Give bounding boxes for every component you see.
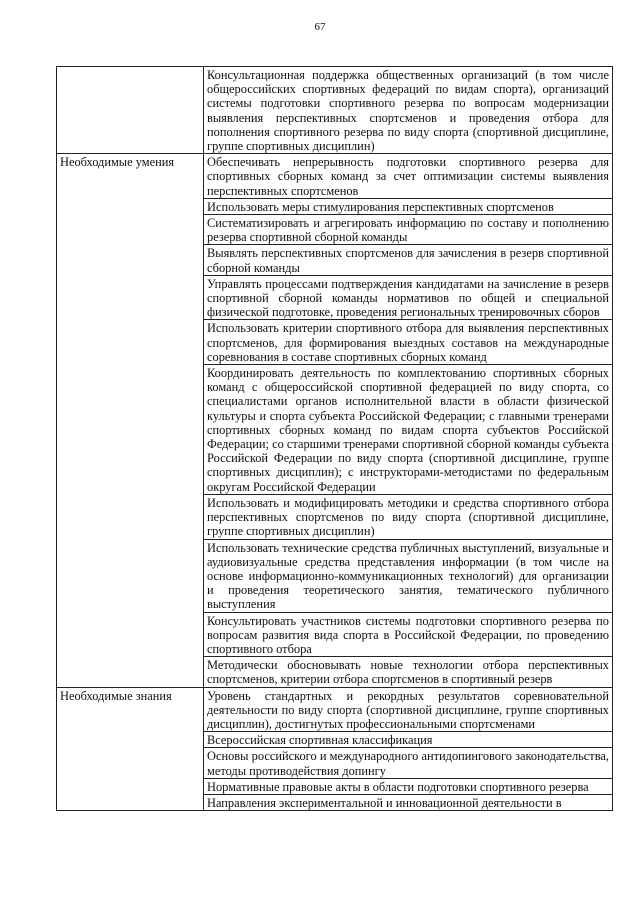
row-text: Консультационная поддержка общественных организаций (в том числе общероссийских спортивных федераций по видам спорта), организаций системы подготовки спортивного резерва по вопросам модернизации выявления перспективных спортсменов и проведения отбора для пополнения спортивного резерва по виду спорта (спортивной дисциплине, группе спортивных дисциплин) <box>204 67 613 154</box>
row-text: Управлять процессами подтверждения кандидатами на зачисление в резерв спортивной сборной команды нормативов по общей и специальной физической подготовке, проведения региональных тренировочных сборов <box>204 275 613 320</box>
row-text: Использовать меры стимулирования перспективных спортсменов <box>204 198 613 214</box>
table-row <box>57 154 613 199</box>
row-text: Использовать критерии спортивного отбора для выявления перспективных спортсменов, для формирования выездных составов на международные соревнования в составе спортивных сборных команд <box>204 320 613 365</box>
table-row <box>57 687 613 732</box>
row-text: Координировать деятельность по комплектованию спортивных сборных команд с общероссийской спортивной федерацией по виду спорта, со специалистами органов исполнительной власти в области физической культуры и спорта субъекта Российской Федерации; с главными тренерами спортивных сборных команд по видам спорта субъектов Российской Федерации; со старшими тренерами спортивной сборной команды субъекта Российской Федерации по виду спорта (спортивной дисциплине, группе спортивных дисциплин); с инструкторами-методистами по федеральным округам Российской Федерации <box>204 365 613 495</box>
section-label-skills: Необходимые умения <box>57 154 204 687</box>
row-text: Всероссийская спортивная классификация <box>204 732 613 748</box>
row-text: Использовать и модифицировать методики и средства спортивного отбора перспективных спортсменов по виду спорта (спортивной дисциплине, группе спортивных дисциплин) <box>204 494 613 539</box>
row-text: Использовать технические средства публичных выступлений, визуальные и аудиовизуальные средства представления информации (в том числе на основе информационно-коммуникационных технологий) для организации и проведения теоретического занятия, тематического публичного выступления <box>204 539 613 612</box>
row-text: Консультировать участников системы подготовки спортивного резерва по вопросам развития вида спорта в Российской Федерации, по проведению спортивного отбора <box>204 612 613 657</box>
row-text: Направления экспериментальной и инновационной деятельности в <box>204 794 613 810</box>
row-text: Выявлять перспективных спортсменов для зачисления в резерв спортивной сборной команды <box>204 245 613 275</box>
row-text: Систематизировать и агрегировать информацию по составу и пополнению резерва спортивной сборной команды <box>204 215 613 245</box>
row-text: Уровень стандартных и рекордных результатов соревновательной деятельности по виду спорта (спортивной дисциплине, группе спортивных дисциплин), достигнутых профессиональными спортсменами <box>204 687 613 732</box>
page-number: 67 <box>314 21 326 33</box>
row-text: Обеспечивать непрерывность подготовки спортивного резерва для спортивных сборных команд за счет оптимизации системы выявления перспективных спортсменов <box>204 154 613 199</box>
competency-table <box>56 66 613 811</box>
row-text: Основы российского и международного антидопингового законодательства, методы противодействия допингу <box>204 748 613 778</box>
row-label <box>57 67 204 154</box>
row-text: Методически обосновывать новые технологии отбора перспективных спортсменов, критерии отбора спортсменов в спортивный резерв <box>204 657 613 687</box>
row-text: Нормативные правовые акты в области подготовки спортивного резерва <box>204 778 613 794</box>
table-row <box>57 67 613 154</box>
section-label-knowledge: Необходимые знания <box>57 687 204 811</box>
